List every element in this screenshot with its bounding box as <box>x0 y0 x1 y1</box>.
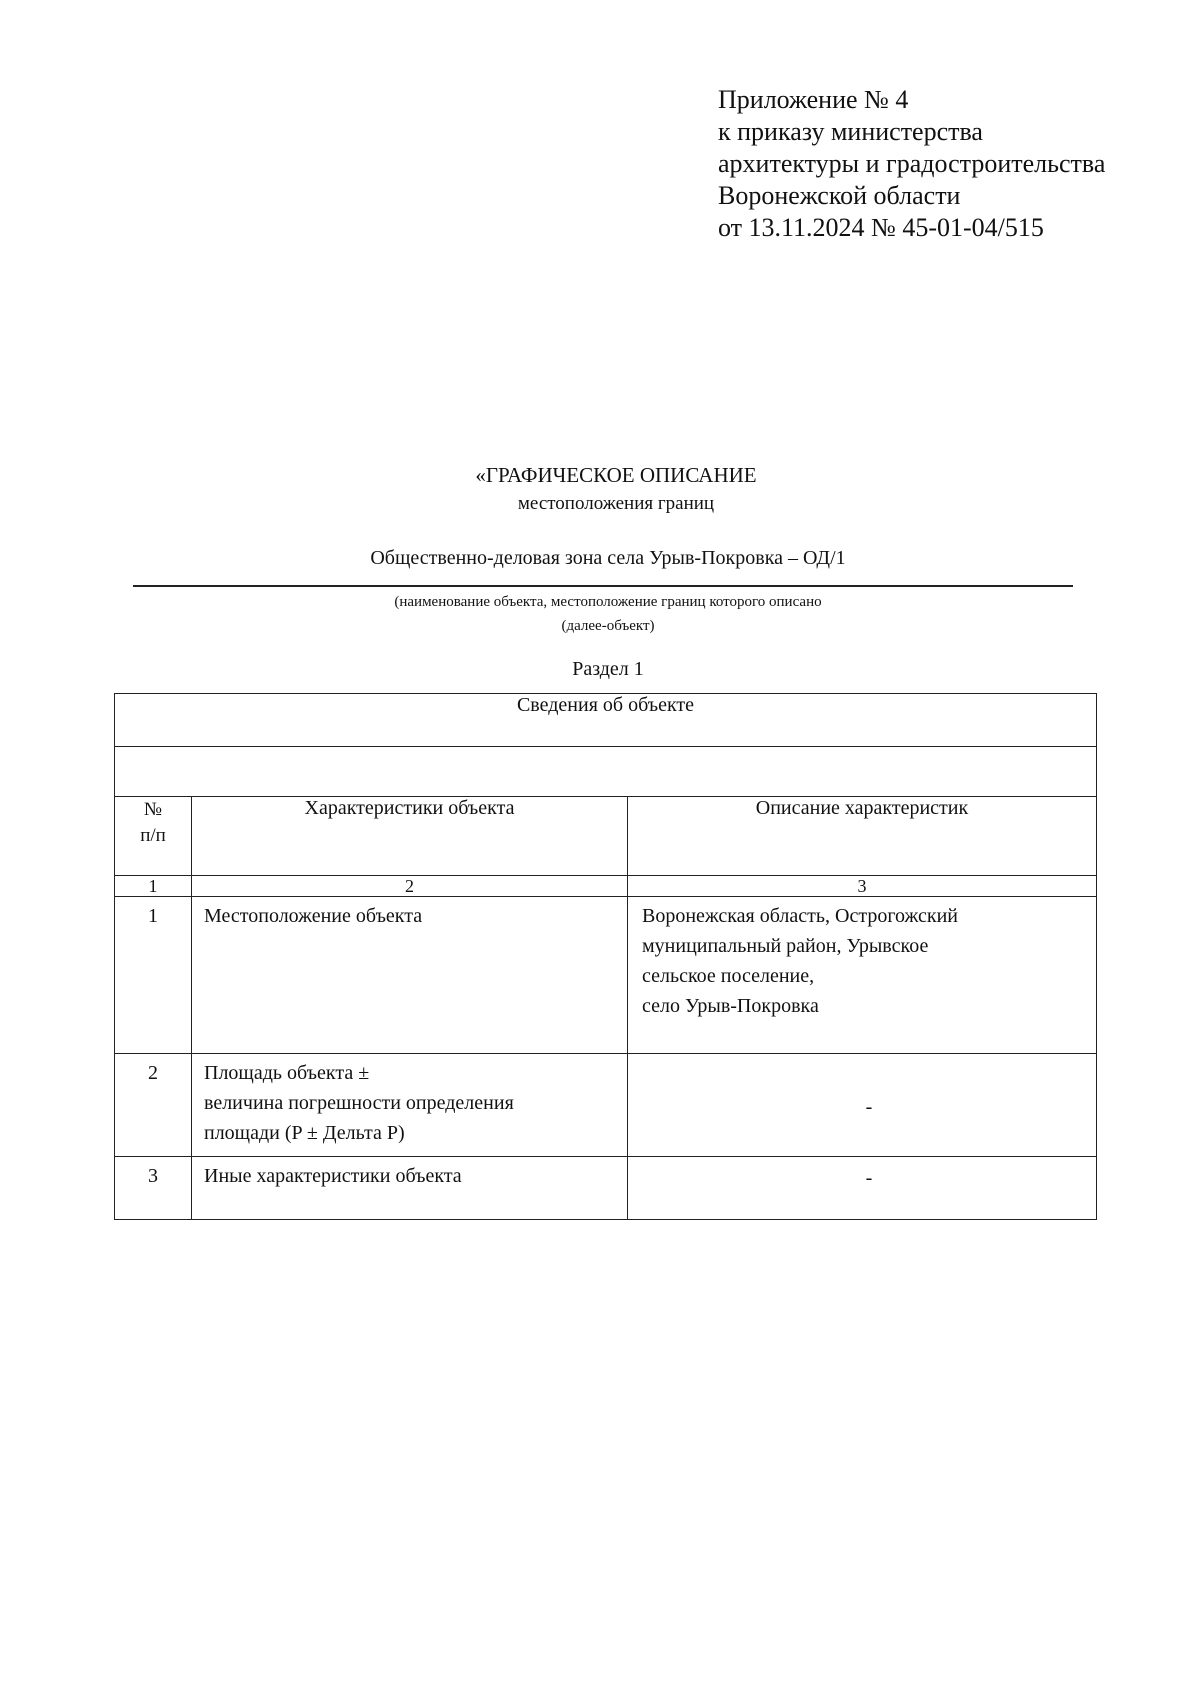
column-header-number <box>115 797 192 876</box>
appendix-block <box>718 84 1105 244</box>
column-header-number-line: п/п <box>140 825 166 846</box>
table-row <box>115 897 1097 1054</box>
table-row <box>115 1157 1097 1220</box>
description-line: муниципальный район, Урывское <box>642 935 929 957</box>
characteristic-line: величина погрешности определения <box>204 1092 514 1114</box>
row-number: 3 <box>115 1157 192 1220</box>
table-header: Сведения об объекте <box>115 694 1097 747</box>
row-characteristic <box>192 1054 628 1157</box>
column-index: 3 <box>628 876 1097 897</box>
description-line: село Урыв-Покровка <box>642 995 819 1017</box>
appendix-line: Воронежской области <box>718 181 961 210</box>
object-name-caption-cont: (далее-объект) <box>561 618 655 634</box>
characteristic-line: Иные характеристики объекта <box>204 1165 462 1187</box>
description-line: - <box>865 1167 873 1189</box>
document-title: «ГРАФИЧЕСКОЕ ОПИСАНИЕ <box>475 463 757 487</box>
column-header-characteristics: Характеристики объекта <box>192 797 628 876</box>
object-name-caption: (наименование объекта, местоположение границ которого описано <box>394 594 822 610</box>
object-name: Общественно-деловая зона села Урыв-Покровка – ОД/1 <box>370 547 846 569</box>
appendix-line: Приложение № 4 <box>718 85 909 114</box>
column-headers-row <box>115 797 1097 876</box>
appendix-line: архитектуры и градостроительства <box>718 149 1106 178</box>
row-description <box>628 1054 1097 1157</box>
table-header-row <box>115 694 1097 747</box>
column-index-row <box>115 876 1097 897</box>
underline-divider <box>133 585 1073 587</box>
blank-cell <box>115 747 1097 797</box>
document-subtitle: местоположения границ <box>517 493 715 514</box>
row-characteristic <box>192 897 628 1054</box>
column-index: 2 <box>192 876 628 897</box>
section-label: Раздел 1 <box>572 658 644 680</box>
row-description <box>628 897 1097 1054</box>
object-info-table <box>114 693 1097 1220</box>
row-characteristic <box>192 1157 628 1220</box>
column-header-number-line: № <box>143 799 163 820</box>
appendix-line: к приказу министерства <box>718 117 983 146</box>
table-row <box>115 1054 1097 1157</box>
table-blank-row <box>115 747 1097 797</box>
row-description <box>628 1157 1097 1220</box>
characteristic-line: площади (P ± Дельта P) <box>204 1122 405 1144</box>
description-line: - <box>865 1096 873 1118</box>
characteristic-line: Площадь объекта ± <box>204 1062 370 1084</box>
column-header-description: Описание характеристик <box>628 797 1097 876</box>
description-line: Воронежская область, Острогожский <box>642 905 958 927</box>
row-number: 2 <box>115 1054 192 1157</box>
appendix-date-line: от 13.11.2024 № 45-01-04/515 <box>718 213 1044 242</box>
row-number: 1 <box>115 897 192 1054</box>
characteristic-line: Местоположение объекта <box>204 905 423 927</box>
column-index: 1 <box>115 876 192 897</box>
description-line: сельское поселение, <box>642 965 815 987</box>
